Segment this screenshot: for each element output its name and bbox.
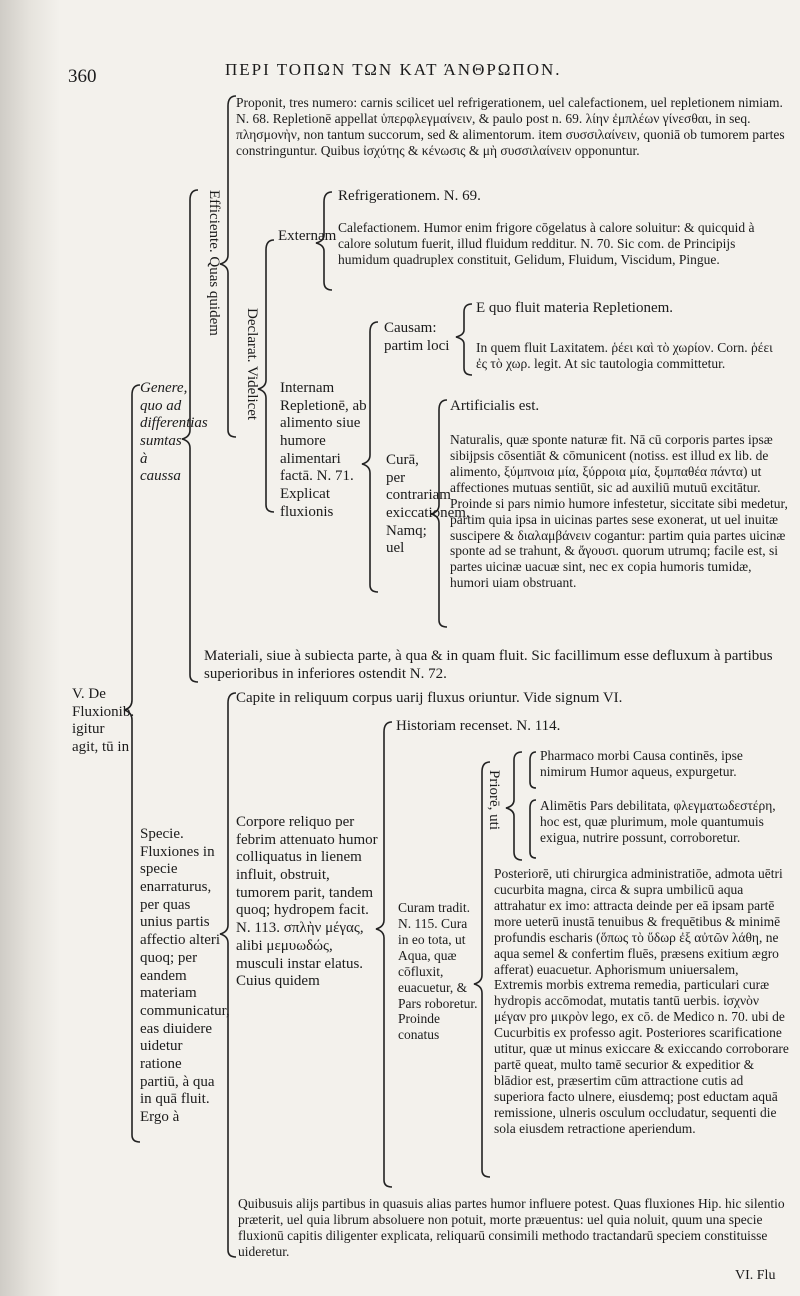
block-specie: Specie. Fluxiones in specie enarraturus, per quas unius partis affectio alteri quoq; per eandem materiam communicatur, eas diuidere uidetur ratione partiū, à qua in quā fluit. Ergo à [140, 826, 230, 1125]
block-root: V. De Fluxionib. igitur agit, tū in [72, 686, 135, 756]
page-number: 360 [68, 66, 97, 87]
block-materiali: Materiali, siue à subiecta parte, à qua & in quam fluit. Sic facillimum esse defluxum à partibus superioribus in inferiores ostendit N. 72. [204, 648, 773, 682]
brace-specie [220, 693, 236, 1257]
block-capite: Capite in reliquum corpus uarij fluxus oriuntur. Vide signum VI. [236, 690, 623, 706]
block-curam1: Curā, per contrariam exiccationem. Namq; uel [386, 452, 470, 557]
brace-pharmaco [530, 752, 536, 788]
block-refrigerationem: Refrigerationem. N. 69. [338, 188, 481, 204]
block-posteriorem: Posteriorē, uti chirurgica administratiōe, admota uētri cucurbita magna, circa & supra umbilicū aqua attrahatur ex imo: attracta deinde per eā ipsam partē more ueterū inustā tenuibus & frequētibus & minimē profundis escharis (ὅπως τὸ ὕδωρ ἐξ αὐτῶν λάθη, ne aqua semel & confertim fluēs, præsens exitium ægro afferat) euacuetur. Aphorismum uniuersalem, Extremis morbis extrema remedia, particulari curæ hydropis accōmodat, mutatis tantū uerbis. ἰσχνὸν μέγαν pro μικρὸν lego, ex cō. de Medico n. 70. ubi de Cucurbitis ex professo agit. Posteriores scarificatione utitur, quæ ut minus exiccare & exiccando corroborare partē queat, multo tamē securior & expeditior & blādior est, præsertim cūm attractione cutis ad superiora facto ulnere, eiusdemq; post eductam aquā remissione, ulneris osculum occludatur, sequenti die sola eiusdem retractione aperiendum. [494, 866, 789, 1136]
signature-mark: VI. Flu [735, 1268, 776, 1283]
brace-root [124, 385, 140, 1142]
block-priorem: Priorē, uti [486, 770, 502, 830]
gutter-shadow [0, 0, 60, 1296]
block-pharmaco: Pharmaco morbi Causa continēs, ipse nimirum Humor aqueus, expurgetur. [540, 748, 743, 779]
block-corpore: Corpore reliquo per febrim attenuato humor colliquatus in lienem influit, obstruit, tumorem parit, tandem quoq; hydropem facit. N. 113. σπλὴν μέγας, alibi μεμυωδώς, musculi instar elatus. Cuius quidem [236, 814, 378, 990]
block-quibusuis: Quibusuis alijs partibus in quasuis alias partes humor influere potest. Quas fluxiones Hip. hic silentio præterit, uel quia librum absoluere non potuit, morte præuentus: uel quia noluit, quum una specie fluxionū capitis diligenter explicata, reliquarū consimili methodo tractandarū speciem constituisse uideretur. [238, 1196, 785, 1259]
running-title: ΠΕΡΙ ΤΟΠΩΝ ΤΩΝ ΚΑΤ ΆΝΘΡΩΠΟΝ. [225, 60, 562, 79]
brace-priorem [506, 752, 522, 860]
block-naturalis: Naturalis, quæ sponte naturæ fit. Nā cū corporis partes ipsæ sibijpsis cōsentiāt & cōmunicent (notiss. est illud ex lib. de alimento, ξύμπνοια μία, ξύρροια μία, ξυμπαθέα πάντα) ut affectiones mutuas sentiūt, sic ad auxiliū mutuū excitātur. Proinde si pars nimio humore infestetur, siccitate sibi medetur, partim quia ipsa in uicinas partes sese exonerat, ut uel inuitæ suscipere & διαλαμβάνειν cogantur: partim quia partes uicinæ sponte ad se trahunt, & ἄγουσι. quorum utrumq; facile est, si partes uicinæ uacuæ sint, nec ex copia humoris tumidæ, humori uiam obstruant. [450, 432, 788, 591]
block-in-quem: In quem fluit Laxitatem. ῥέει καὶ τὸ χωρίον. Corn. ῥέει ἐς τὸ χωρ. legit. At sic tautologia committetur. [476, 340, 773, 371]
block-proponit: Proponit, tres numero: carnis scilicet uel refrigerationem, uel calefactionem, uel repletionem nimiam. N. 68. Repletionē appellat ὑπερφλεγμαίνειν, & paulo post n. 69. λίην ἐμπλέων γίνεσθαι, in seq. πλησμονὴν, non tantum succorum, sed & alimentorum. item συσσιλαίνειν, quoniā ob tumorem partes constringuntur. Quibus ἰσχύτης & κένωσις & μὴ συσσιλαίνειν opponuntur. [236, 95, 785, 158]
block-artificialis: Artificialis est. [450, 398, 540, 414]
brace-declarat [258, 240, 274, 512]
block-curam2: Curam tradit. N. 115. Cura in eo tota, ut Aqua, quæ cōfluxit, euacuetur, & Pars roboretur. Proinde conatus [398, 900, 478, 1043]
block-efficiente: Efficiente. Quas quidem [206, 190, 222, 336]
brace-alimentis [530, 800, 536, 858]
block-calefactionem: Calefactionem. Humor enim frigore cōgelatus à calore soluitur: & quicquid à calore solutum fuerit, illud fluidum redditur. N. 70. Sic com. de Principijs humidum quadruplex constituit, Gelidum, Fluidum, Viscidum, Pingue. [338, 220, 755, 267]
block-causam: Causam: partim loci [384, 320, 450, 354]
block-genere: Genere, quo ad differentias sumtas à caussa [140, 380, 208, 485]
block-internam: Internam Repletionē, ab alimento siue humore alimentari factā. N. 71. Explicat fluxionis [280, 380, 367, 520]
block-externam: Externam [278, 228, 337, 244]
brace-efficiente [220, 96, 236, 437]
block-historiam: Historiam recenset. N. 114. [396, 718, 561, 734]
block-alimentis: Alimētis Pars debilitata, φλεγματωδεστέρη, hoc est, quæ plurimum, mole quantumuis exigua, nutrire possunt, corroboretur. [540, 798, 776, 845]
block-e-quo: E quo fluit materia Repletionem. [476, 300, 674, 316]
block-declarat: Declarat. Videlicet [244, 308, 260, 421]
